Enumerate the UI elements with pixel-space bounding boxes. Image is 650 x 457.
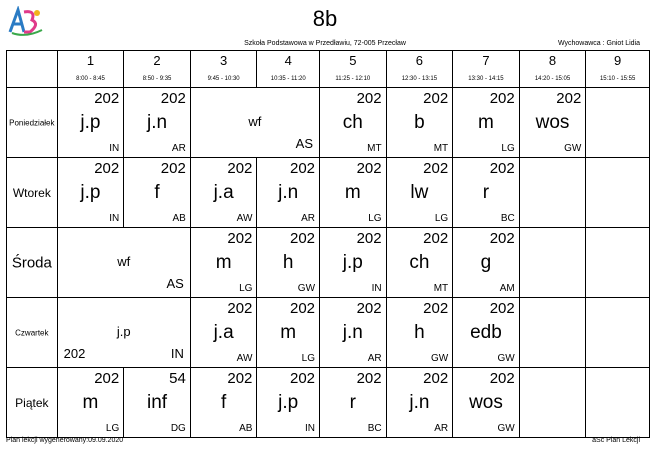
teacher-code: MT xyxy=(433,143,449,154)
teacher-code: AS xyxy=(295,136,314,151)
room-number: 202 xyxy=(489,370,515,387)
empty-cell xyxy=(519,368,586,438)
empty-cell xyxy=(519,298,586,368)
lesson-cell xyxy=(257,228,320,298)
lesson-cell xyxy=(453,88,520,158)
room-number: 202 xyxy=(356,90,382,107)
teacher-code: GW xyxy=(564,143,582,154)
period-header xyxy=(124,51,191,88)
day-label xyxy=(7,368,58,438)
teacher-code: BC xyxy=(367,423,382,434)
lesson-cell xyxy=(57,228,190,298)
subject: j.a xyxy=(213,322,234,343)
room-number: 202 xyxy=(227,160,253,177)
subject: h xyxy=(282,252,294,273)
period-number: 8 xyxy=(548,53,557,68)
teacher-code: GW xyxy=(430,353,449,364)
timetable xyxy=(6,50,650,438)
teacher-code: DG xyxy=(170,423,186,434)
subject: m xyxy=(344,182,361,203)
period-time: 9:45 - 10:30 xyxy=(207,76,240,82)
subject: m xyxy=(215,252,232,273)
day-name: Środa xyxy=(11,254,52,271)
subject: wf xyxy=(248,114,262,129)
room-number: 202 xyxy=(160,90,186,107)
lesson-cell xyxy=(190,228,257,298)
subject: j.p xyxy=(80,182,101,203)
period-time: 12:30 - 13:15 xyxy=(401,76,438,82)
period-time: 10:35 - 11:20 xyxy=(270,76,306,82)
lesson-cell xyxy=(320,298,387,368)
subject: j.n xyxy=(409,392,430,413)
teacher-code: LG xyxy=(105,423,120,434)
room-number: 202 xyxy=(94,370,120,387)
subject: edb xyxy=(470,322,502,343)
empty-cell xyxy=(586,228,650,298)
corner-cell xyxy=(7,51,58,88)
teacher-code: IN xyxy=(109,213,120,224)
subject: j.p xyxy=(116,324,131,339)
teacher-code: LG xyxy=(501,143,515,154)
subject: wos xyxy=(469,392,503,413)
room-number: 202 xyxy=(356,160,382,177)
lesson-cell xyxy=(57,298,190,368)
teacher-code: IN xyxy=(170,346,184,361)
period-header-row xyxy=(7,51,650,88)
day-name: Poniedziałek xyxy=(9,118,55,127)
teacher-code: LG xyxy=(239,283,253,294)
room-number: 202 xyxy=(289,370,316,387)
room-number: 202 xyxy=(423,230,449,247)
room-number: 202 xyxy=(489,160,515,177)
teacher-code: BC xyxy=(500,213,515,224)
lesson-cell xyxy=(386,158,453,228)
room-number: 54 xyxy=(169,370,186,387)
teacher-code: GW xyxy=(497,423,515,434)
room-number: 202 xyxy=(289,230,316,247)
school-name: Szkoła Podstawowa w Przedławiu, 72-005 Przecław xyxy=(244,40,406,47)
day-row-friday xyxy=(7,368,650,438)
lesson-cell xyxy=(124,88,191,158)
subject: wf xyxy=(117,254,131,269)
teacher-code: GW xyxy=(497,353,515,364)
homeroom-teacher: Wychowawca : Gniot Lidia xyxy=(557,40,640,47)
lesson-cell xyxy=(190,158,257,228)
lesson-cell xyxy=(320,228,387,298)
day-name: Wtorek xyxy=(12,185,51,200)
room-number: 202 xyxy=(160,160,186,177)
teacher-code: AB xyxy=(239,423,253,434)
period-header xyxy=(190,51,257,88)
room-number: 202 xyxy=(94,90,120,107)
teacher-code: AR xyxy=(367,353,382,364)
day-label xyxy=(7,228,58,298)
room-number: 202 xyxy=(489,90,515,107)
subject: j.n xyxy=(342,322,363,343)
empty-cell xyxy=(586,158,650,228)
period-number: 9 xyxy=(614,53,622,68)
subject: r xyxy=(482,182,490,203)
room-number: 202 xyxy=(63,346,86,361)
period-time: 13:30 - 14:15 xyxy=(468,76,504,82)
room-number: 202 xyxy=(289,300,316,317)
day-label xyxy=(7,158,58,228)
room-number: 202 xyxy=(489,230,515,247)
room-number: 202 xyxy=(227,230,253,247)
day-label xyxy=(7,88,58,158)
room-number: 202 xyxy=(423,300,449,317)
empty-cell xyxy=(586,88,650,158)
lesson-cell xyxy=(519,88,586,158)
subject: f xyxy=(220,392,227,413)
teacher-code: AW xyxy=(236,353,253,364)
subject: inf xyxy=(147,392,168,413)
room-number: 202 xyxy=(356,300,382,317)
subject: b xyxy=(414,112,425,133)
day-row-monday xyxy=(7,88,650,158)
room-number: 202 xyxy=(289,160,316,177)
lesson-cell xyxy=(257,298,320,368)
subject: h xyxy=(414,322,425,343)
period-time: 11:25 - 12:10 xyxy=(335,76,371,82)
subject: g xyxy=(480,252,492,273)
empty-cell xyxy=(586,368,650,438)
subject: ch xyxy=(409,252,430,273)
lesson-cell xyxy=(124,368,191,438)
period-number: 4 xyxy=(284,53,292,68)
day-row-thursday xyxy=(7,298,650,368)
teacher-code: AR xyxy=(301,213,316,224)
room-number: 202 xyxy=(556,90,582,107)
subject: j.p xyxy=(80,112,101,133)
room-number: 202 xyxy=(227,370,253,387)
period-number: 7 xyxy=(482,53,490,68)
day-label xyxy=(7,298,58,368)
day-row-wednesday xyxy=(7,228,650,298)
subject: j.a xyxy=(213,182,234,203)
teacher-code: LG xyxy=(301,353,316,364)
teacher-code: IN xyxy=(109,143,120,154)
lesson-cell xyxy=(190,88,319,158)
lesson-cell xyxy=(386,368,453,438)
teacher-code: AS xyxy=(166,276,184,291)
room-number: 202 xyxy=(423,370,449,387)
empty-cell xyxy=(586,298,650,368)
teacher-code: LG xyxy=(434,213,449,224)
empty-cell xyxy=(519,228,586,298)
teacher-code: AB xyxy=(172,213,186,224)
generated-date: Plan lekcji wygenerowany:09.09.2020 xyxy=(6,437,124,444)
subject: f xyxy=(154,182,160,203)
teacher-code: GW xyxy=(297,283,316,294)
teacher-code: IN xyxy=(371,283,382,294)
empty-cell xyxy=(519,158,586,228)
room-number: 202 xyxy=(227,300,253,317)
room-number: 202 xyxy=(356,370,382,387)
lesson-cell xyxy=(257,158,320,228)
lesson-cell xyxy=(320,368,387,438)
subject: j.n xyxy=(147,112,168,133)
subject: j.n xyxy=(278,182,299,203)
period-number: 2 xyxy=(153,53,161,68)
period-header xyxy=(57,51,124,88)
room-number: 202 xyxy=(356,230,382,247)
period-number: 5 xyxy=(349,53,357,68)
lesson-cell xyxy=(386,228,453,298)
lesson-cell xyxy=(453,158,520,228)
period-number: 1 xyxy=(86,53,95,68)
day-name: Czwartek xyxy=(15,328,49,337)
lesson-cell xyxy=(453,368,520,438)
teacher-code: AR xyxy=(171,143,186,154)
period-number: 3 xyxy=(220,53,228,68)
period-time: 15:10 - 15:55 xyxy=(599,76,636,82)
teacher-code: IN xyxy=(305,423,316,434)
room-number: 202 xyxy=(489,300,515,317)
lesson-cell xyxy=(124,158,191,228)
subject: m xyxy=(82,392,99,413)
period-header xyxy=(386,51,453,88)
lesson-cell xyxy=(257,368,320,438)
subject: r xyxy=(349,392,356,413)
period-header xyxy=(453,51,520,88)
period-header xyxy=(320,51,387,88)
teacher-code: AW xyxy=(236,213,253,224)
day-name: Piątek xyxy=(15,395,49,410)
teacher-code: MT xyxy=(433,283,449,294)
subject: wos xyxy=(535,112,570,133)
lesson-cell xyxy=(320,158,387,228)
lesson-cell xyxy=(453,228,520,298)
subject: m xyxy=(478,112,494,133)
subject: j.p xyxy=(342,252,363,273)
teacher-code: LG xyxy=(368,213,382,224)
period-header xyxy=(519,51,586,88)
subject: m xyxy=(280,322,297,343)
lesson-cell xyxy=(190,298,257,368)
lesson-cell xyxy=(190,368,257,438)
period-time: 8:50 - 9:35 xyxy=(142,76,172,82)
teacher-code: AM xyxy=(499,283,515,294)
lesson-cell xyxy=(57,158,124,228)
lesson-cell xyxy=(57,368,124,438)
subject: lw xyxy=(410,182,429,203)
lesson-cell xyxy=(453,298,520,368)
room-number: 202 xyxy=(423,160,449,177)
period-header xyxy=(586,51,650,88)
teacher-code: MT xyxy=(367,143,382,154)
teacher-code: AR xyxy=(434,423,449,434)
lesson-cell xyxy=(57,88,124,158)
lesson-cell xyxy=(386,298,453,368)
period-number: 6 xyxy=(415,53,423,68)
period-time: 8:00 - 8:45 xyxy=(76,76,105,82)
lesson-cell xyxy=(386,88,453,158)
class-title: 8b xyxy=(312,6,338,31)
period-time: 14:20 - 15:05 xyxy=(534,76,571,82)
subject: ch xyxy=(342,112,363,133)
day-row-tuesday xyxy=(7,158,650,228)
room-number: 202 xyxy=(423,90,449,107)
software-credit: aSc Plan Lekcji xyxy=(592,437,640,444)
subject: j.p xyxy=(278,392,299,413)
period-header xyxy=(257,51,320,88)
room-number: 202 xyxy=(94,160,120,177)
lesson-cell xyxy=(320,88,387,158)
